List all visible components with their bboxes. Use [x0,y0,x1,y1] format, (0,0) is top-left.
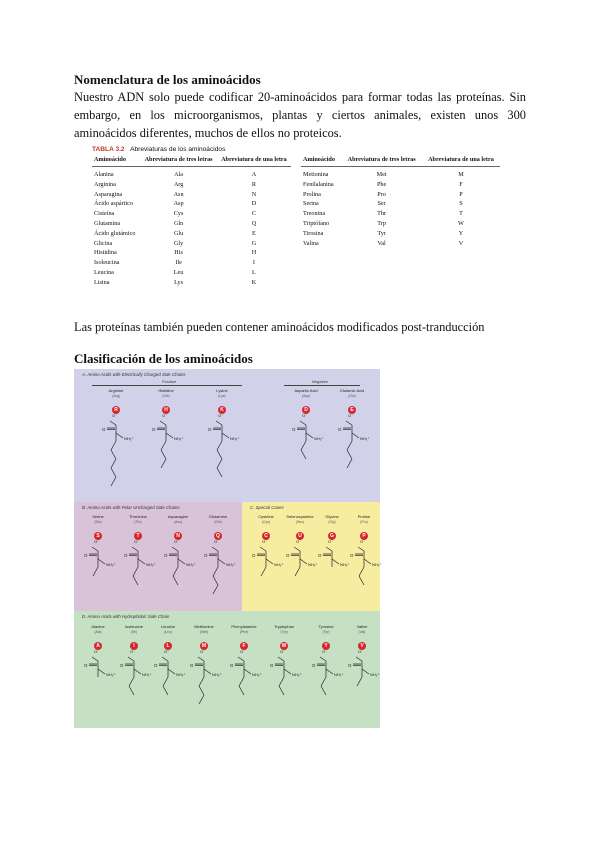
aminoacid-cell: Metionina [303,171,329,178]
three-letter-cell: Ile [175,259,182,267]
svg-text:O: O [348,663,352,668]
svg-text:O: O [208,427,212,432]
svg-text:O: O [286,553,290,558]
aminoacid-cell: Ácido glutámico [94,229,136,237]
aminoacid-cell: Ácido aspártico [94,200,134,208]
svg-text:NH₃⁺: NH₃⁺ [124,436,134,441]
svg-text:NH₃⁺: NH₃⁺ [142,672,152,677]
three-letter-cell: Gly [173,239,184,247]
amino-acid-abbreviation: (Arg) [112,393,120,398]
svg-text:NH₃⁺: NH₃⁺ [340,562,350,567]
svg-text:O⁻: O⁻ [240,649,246,654]
svg-text:O: O [84,663,88,668]
svg-text:O⁻: O⁻ [130,649,136,654]
svg-text:NH₃⁺: NH₃⁺ [370,672,380,677]
one-letter-cell: Q [251,219,257,227]
aminoacid-cell: Leucina [94,268,114,276]
one-letter-cell: W [458,219,464,227]
one-letter-badge: R [112,406,120,414]
svg-text:O⁻: O⁻ [134,539,140,544]
svg-text:O: O [164,553,168,558]
one-letter-badge: T [134,532,142,540]
one-letter-cell: H [251,249,257,257]
svg-text:O⁻: O⁻ [112,413,118,418]
svg-text:O⁻: O⁻ [174,539,180,544]
panel-title: A. Amino Acids with Electrically Charged Side Chains [82,372,186,377]
svg-text:O⁻: O⁻ [296,539,302,544]
amino-acid-name: Threonine [128,514,147,519]
table-row [92,219,291,229]
amino-acid-name: Tryptophan [273,624,295,629]
table-row [92,167,291,180]
three-letter-cell: Arg [173,180,184,188]
one-letter-badge: K [218,406,226,414]
three-letter-cell: Asn [173,190,184,198]
amino-acid-name: Asparagine [167,514,189,519]
one-letter-badge: U [296,532,304,540]
one-letter-badge: G [328,532,336,540]
table-caption: Abreviaturas de los aminoácidos [130,146,226,153]
svg-text:O: O [312,663,316,668]
one-letter-badge: N [174,532,182,540]
amino-acid-abbreviation: (Ala) [94,629,102,634]
one-letter-badge: V [358,642,366,650]
one-letter-badge: F [240,642,248,650]
amino-acid-abbreviation: (Pro) [360,519,368,524]
one-letter-cell: L [252,268,256,276]
aminoacid-cell: Treonina [303,210,326,218]
one-letter-badge: C [262,532,270,540]
svg-text:O: O [270,663,274,668]
svg-text:NH₃⁺: NH₃⁺ [106,672,116,677]
aminoacid-cell: Lisina [94,278,110,286]
amino-acid-abbreviation: (Ser) [94,519,102,524]
amino-acid-name: Tyrosine [318,624,334,629]
aminoacid-cell: Histidina [94,249,117,257]
table-right-column [301,156,500,288]
svg-text:O: O [120,663,124,668]
table-left-column [92,156,291,288]
table-number: TABLA 3.2 [92,146,125,153]
svg-text:NH₃⁺: NH₃⁺ [106,562,116,567]
table-row [301,180,500,190]
three-letter-cell: Asp [173,200,184,208]
amino-acid-name: Methionine [194,624,214,629]
aminoacid-cell: Fenilalanina [303,180,334,188]
aminoacid-cell: Triptófano [303,219,330,227]
table-row [301,219,500,229]
aminoacid-cell: Valina [303,239,319,247]
one-letter-cell: G [251,239,257,247]
svg-text:O: O [318,553,322,558]
svg-text:NH₃⁺: NH₃⁺ [274,562,284,567]
one-letter-cell: C [251,210,256,218]
header-aminoacid: Aminoácido [92,156,140,167]
three-letter-cell: Trp [377,219,386,227]
amino-acid-classification-figure [74,369,380,728]
aminoacid-cell: Glutamina [94,219,121,227]
svg-text:NH₃⁺: NH₃⁺ [226,562,236,567]
svg-text:O⁻: O⁻ [280,649,286,654]
panel-title: B. Amino Acids with Polar Uncharged Side Chains [82,505,180,510]
header-three-letter: Abreviatura de tres letras [140,156,217,167]
table-row [301,199,500,209]
group-label-negative: Negative [312,379,328,384]
one-letter-cell: R [251,180,256,188]
svg-text:O: O [252,553,256,558]
one-letter-cell: E [252,229,256,237]
post-translational-note: Las proteínas también pueden contener aminoácidos modificados post-tranducción [74,320,485,334]
three-letter-cell: Met [376,171,387,178]
one-letter-badge: M [201,642,207,649]
table-row [92,239,291,249]
amino-acid-abbreviation: (Val) [358,629,366,634]
amino-acid-abbreviation: (Lys) [218,393,226,398]
svg-text:NH₃⁺: NH₃⁺ [176,672,186,677]
one-letter-badge: A [94,642,102,650]
svg-text:NH₃⁺: NH₃⁺ [212,672,222,677]
amino-acid-abbreviation: (Thr) [134,519,142,524]
svg-text:NH₃⁺: NH₃⁺ [308,562,318,567]
amino-acid-name: Proline [357,514,371,519]
svg-text:NH₃⁺: NH₃⁺ [372,562,382,567]
amino-acid-name: Glutamic Acid [339,388,365,393]
svg-text:O: O [102,427,106,432]
table-row [301,167,500,180]
svg-text:O⁻: O⁻ [360,539,366,544]
aminoacid-cell: Alanina [94,171,114,178]
svg-text:O⁻: O⁻ [348,413,354,418]
table-row [92,268,291,278]
aminoacid-cell: Isoleucina [94,259,120,267]
table-row [301,239,500,249]
one-letter-badge: H [162,406,170,414]
table-row [92,199,291,209]
amino-acid-name: Leucine [160,624,175,629]
table-row [92,190,291,200]
svg-text:O: O [190,663,194,668]
three-letter-cell: Val [377,239,386,247]
amino-acid-name: Cysteine [258,514,274,519]
amino-acid-name: Valine [356,624,368,629]
section-heading-classification: Clasificación de los aminoácidos [74,351,253,366]
one-letter-badge: I [130,642,138,650]
amino-acid-abbreviation: (Met) [200,629,208,634]
amino-acid-abbreviation: (Leu) [164,629,172,634]
svg-text:O: O [292,427,296,432]
amino-acid-name: Arginine [108,388,124,393]
svg-text:O⁻: O⁻ [322,649,328,654]
one-letter-badge: D [302,406,310,414]
svg-text:O⁻: O⁻ [358,649,364,654]
three-letter-cell: Pro [377,190,386,198]
three-letter-cell: Cys [173,210,184,218]
amino-acid-abbreviation: (Gly) [328,519,336,524]
panel-title: D. Amino Acids with Hydrophobic Side Chain [82,614,170,619]
one-letter-badge: W [281,642,287,649]
aminoacid-cell: Serina [303,200,319,208]
svg-text:O⁻: O⁻ [94,649,100,654]
svg-text:NH₃⁺: NH₃⁺ [174,436,184,441]
svg-text:O: O [84,553,88,558]
abbreviation-table [92,146,500,302]
three-letter-cell: Gln [173,219,184,227]
svg-text:O⁻: O⁻ [162,413,168,418]
three-letter-cell: Thr [377,210,387,218]
amino-acid-name: Isoleucine [124,624,143,629]
three-letter-cell: Ala [174,171,184,178]
amino-acid-abbreviation: (Tyr) [322,629,330,634]
amino-acid-abbreviation: (Glu) [348,393,356,398]
aminoacid-cell: Tirosina [303,229,324,237]
amino-acid-name: Serine [92,514,104,519]
table-row [92,180,291,190]
one-letter-cell: K [251,278,257,286]
amino-acid-abbreviation: (Asp) [301,393,311,398]
one-letter-badge: L [164,642,172,650]
molecule-structures [74,369,380,728]
amino-acid-name: Glycine [325,514,339,519]
svg-text:O⁻: O⁻ [200,649,206,654]
amino-acid-name: Histidine [158,388,174,393]
svg-text:O: O [338,427,342,432]
svg-text:O⁻: O⁻ [262,539,268,544]
header-one-letter: Abreviatura de una letra [422,156,500,167]
one-letter-cell: M [458,171,464,178]
aminoacid-cell: Prolina [303,190,321,198]
svg-text:NH₃⁺: NH₃⁺ [292,672,302,677]
three-letter-cell: Glu [173,229,184,237]
svg-text:NH₃⁺: NH₃⁺ [230,436,240,441]
amino-acid-name: Aspartic Acid [294,388,318,393]
amino-acid-abbreviation: (Sec) [295,519,305,524]
svg-text:O: O [204,553,208,558]
table-row [301,209,500,219]
amino-acid-name: Lysine [216,388,228,393]
svg-text:O⁻: O⁻ [218,413,224,418]
svg-text:NH₃⁺: NH₃⁺ [360,436,370,441]
one-letter-cell: I [252,259,255,267]
svg-text:O: O [154,663,158,668]
one-letter-cell: N [251,190,257,198]
amino-acid-name: Alanine [91,624,105,629]
table-row [92,258,291,268]
svg-text:NH₃⁺: NH₃⁺ [314,436,324,441]
amino-acid-abbreviation: (Phe) [239,629,249,634]
svg-text:O⁻: O⁻ [302,413,308,418]
amino-acid-abbreviation: (His) [162,393,170,398]
three-letter-cell: Lys [174,278,184,286]
one-letter-cell: F [459,180,463,188]
one-letter-cell: Y [458,229,464,237]
amino-acid-name: Phenylalanine [231,624,257,629]
aminoacid-cell: Asparagina [94,190,123,198]
amino-acid-abbreviation: (Gln) [214,519,222,524]
header-aminoacid: Aminoácido [301,156,341,167]
amino-acid-name: Glutamine [208,514,228,519]
three-letter-cell: Leu [173,268,184,276]
one-letter-cell: D [251,200,257,208]
svg-text:NH₃⁺: NH₃⁺ [186,562,196,567]
svg-text:O: O [152,427,156,432]
svg-text:O⁻: O⁻ [94,539,100,544]
aminoacid-cell: Cisteína [94,210,115,218]
section-heading-nomenclature: Nomenclatura de los aminoácidos [74,72,261,87]
table-row [92,278,291,288]
panel-title: C. Special Cases [250,505,284,510]
amino-acid-abbreviation: (Trp) [280,629,288,634]
aminoacid-cell: Glicina [94,239,113,247]
one-letter-cell: P [459,190,463,198]
svg-text:O: O [350,553,354,558]
group-label-positive: Positive [162,379,177,384]
amino-acid-abbreviation: (Cys) [261,519,271,524]
table-row [301,190,500,200]
header-one-letter: Abreviatura de una letra [217,156,291,167]
table-row [92,209,291,219]
one-letter-cell: T [459,210,463,218]
three-letter-cell: His [174,249,183,257]
amino-acid-abbreviation: (Asn) [173,519,183,524]
svg-text:NH₃⁺: NH₃⁺ [252,672,262,677]
aminoacid-cell: Arginina [94,180,116,188]
svg-text:O: O [230,663,234,668]
three-letter-cell: Tyr [377,229,386,237]
table-row [92,229,291,239]
svg-text:NH₃⁺: NH₃⁺ [334,672,344,677]
three-letter-cell: Ser [377,200,386,208]
three-letter-cell: Phe [376,180,387,188]
header-three-letter: Abreviatura de tres letras [341,156,422,167]
svg-text:NH₃⁺: NH₃⁺ [146,562,156,567]
one-letter-badge: E [348,406,356,414]
table-title [92,146,500,153]
intro-paragraph: Nuestro ADN solo puede codificar 20-aminoácidos para formar todas las proteínas. Sin embargo, en los microorganismos, plantas y ciertos animales, existen unos 300 aminoácidos diferentes, muchos de ellos no proteicos. [74,90,526,140]
table-row [301,229,500,239]
one-letter-cell: S [459,200,463,208]
one-letter-badge: P [360,532,368,540]
amino-acid-abbreviation: (Ile) [131,629,137,634]
svg-text:O: O [124,553,128,558]
one-letter-cell: A [251,171,257,178]
one-letter-cell: V [458,239,464,247]
table-row [92,248,291,258]
svg-text:O⁻: O⁻ [214,539,220,544]
svg-text:O⁻: O⁻ [328,539,334,544]
svg-text:O⁻: O⁻ [164,649,170,654]
one-letter-badge: Q [214,532,222,540]
amino-acid-name: Selenocysteine [286,514,314,519]
one-letter-badge: Y [322,642,330,650]
one-letter-badge: S [94,532,102,540]
